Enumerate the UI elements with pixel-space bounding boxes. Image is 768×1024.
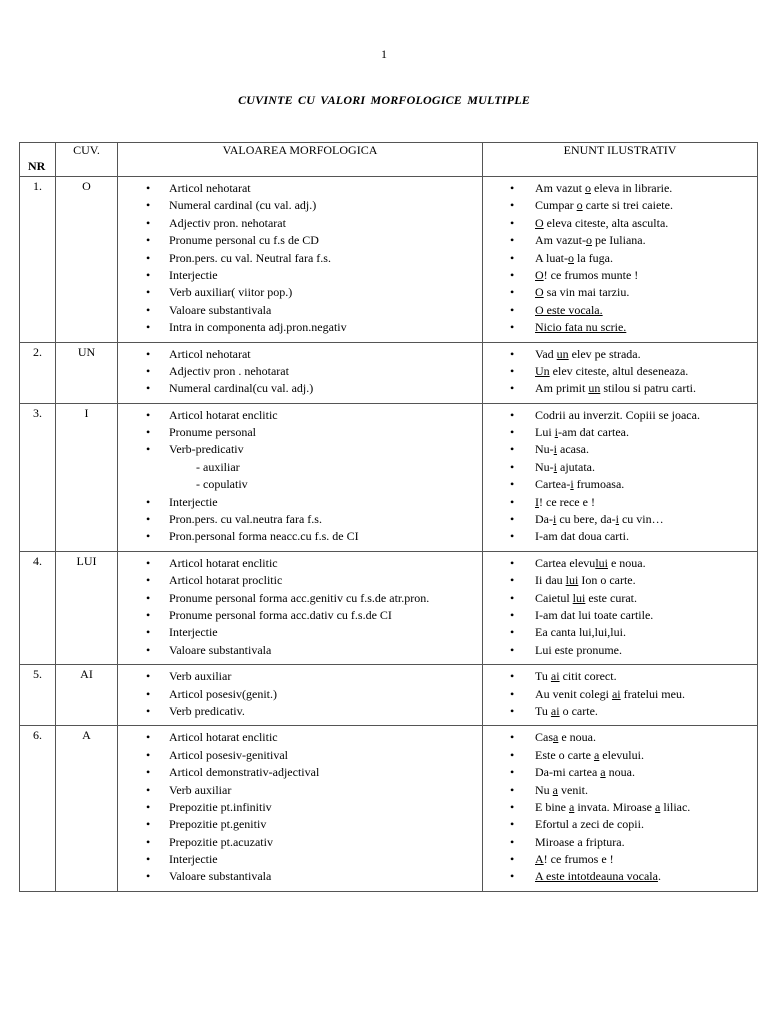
bullet-icon: • bbox=[510, 817, 515, 832]
row-number: 2. bbox=[20, 342, 56, 403]
morphological-value-item: • Valoare substantivala bbox=[118, 868, 482, 885]
highlighted-word: ai bbox=[550, 703, 560, 718]
example-sentence: • I-am dat doua carti. bbox=[483, 528, 757, 545]
bullet-icon: • bbox=[510, 233, 515, 248]
highlighted-word: lui bbox=[565, 573, 579, 588]
bullet-icon: • bbox=[146, 686, 151, 701]
morphological-value-item: • Articol posesiv-genitival bbox=[118, 747, 482, 764]
bullet-icon: • bbox=[510, 625, 515, 640]
example-sentence: • Au venit colegi ai fratelui meu. bbox=[483, 686, 757, 703]
highlighted-word: O bbox=[535, 267, 544, 282]
bullet-icon: • bbox=[510, 407, 515, 422]
morphological-values-cell bbox=[118, 403, 483, 551]
header-word: CUV. bbox=[56, 143, 118, 177]
bullet-icon: • bbox=[146, 852, 151, 867]
bullet-icon: • bbox=[510, 320, 515, 335]
bullet-icon: • bbox=[146, 320, 151, 335]
bullet-icon: • bbox=[510, 250, 515, 265]
highlighted-word: ai bbox=[611, 686, 621, 701]
highlighted-word: a bbox=[593, 747, 600, 762]
morphological-value-item: • Pron.pers. cu val. Neutral fara f.s. bbox=[118, 250, 482, 267]
bullet-icon: • bbox=[510, 529, 515, 544]
row-word: LUI bbox=[56, 551, 118, 664]
morphological-value-item: • Articol posesiv(genit.) bbox=[118, 686, 482, 703]
header-examples: ENUNT ILUSTRATIV bbox=[483, 143, 758, 177]
bullet-icon: • bbox=[146, 198, 151, 213]
morphological-value-item: • Interjectie bbox=[118, 267, 482, 284]
bullet-icon: • bbox=[510, 573, 515, 588]
morphological-value-item: • Prepozitie pt.infinitiv bbox=[118, 799, 482, 816]
morphological-value-item: • Pron.pers. cu val.neutra fara f.s. bbox=[118, 511, 482, 528]
highlighted-word: o bbox=[585, 181, 591, 195]
bullet-icon: • bbox=[146, 747, 151, 762]
bullet-icon: • bbox=[510, 730, 515, 745]
example-sentence: • Casa e noua. bbox=[483, 729, 757, 746]
example-sentence: • Nu-i ajutata. bbox=[483, 459, 757, 476]
example-sentence: • Vad un elev pe strada. bbox=[483, 346, 757, 363]
bullet-icon: • bbox=[510, 442, 515, 457]
morphological-value-item: • Articol demonstrativ-adjectival bbox=[118, 764, 482, 781]
example-sentence: • Ii dau lui Ion o carte. bbox=[483, 572, 757, 589]
example-sentence: • Tu ai o carte. bbox=[483, 703, 757, 720]
highlighted-word: o bbox=[585, 233, 592, 248]
morphological-value-item: • Prepozitie pt.genitiv bbox=[118, 816, 482, 833]
example-sentence: • Am vazut-o pe Iuliana. bbox=[483, 232, 757, 249]
morphological-value-item: • Verb auxiliar bbox=[118, 782, 482, 799]
bullet-icon: • bbox=[510, 555, 515, 570]
bullet-icon: • bbox=[146, 607, 151, 622]
bullet-icon: • bbox=[146, 407, 151, 422]
example-sentence: • O eleva citeste, alta asculta. bbox=[483, 215, 757, 232]
example-sentence: • Am vazut o eleva in librarie. bbox=[483, 180, 757, 197]
bullet-icon: • bbox=[146, 590, 151, 605]
table-row bbox=[20, 726, 758, 892]
highlighted-word: O bbox=[535, 285, 544, 300]
table-row bbox=[20, 551, 758, 664]
highlighted-word: i bbox=[554, 425, 559, 440]
examples-cell bbox=[483, 177, 758, 343]
examples-cell bbox=[483, 665, 758, 726]
document-title: CUVINTE CU VALORI MORFOLOGICE MULTIPLE bbox=[238, 93, 530, 107]
table-body bbox=[20, 177, 758, 892]
page-number: 1 bbox=[381, 47, 387, 61]
bullet-icon: • bbox=[510, 686, 515, 701]
row-word: A bbox=[56, 726, 118, 892]
bullet-icon: • bbox=[510, 477, 515, 492]
morphological-values-cell bbox=[118, 551, 483, 664]
bullet-icon: • bbox=[146, 267, 151, 282]
morphological-value-item: • Valoare substantivala bbox=[118, 642, 482, 659]
example-sentence: • Ea canta lui,lui,lui. bbox=[483, 624, 757, 641]
highlighted-word: i bbox=[553, 459, 558, 474]
example-sentence bbox=[483, 302, 757, 319]
example-sentence: • Caietul lui este curat. bbox=[483, 590, 757, 607]
bullet-icon: • bbox=[510, 669, 515, 684]
example-sentence: • A! ce frumos e ! bbox=[483, 851, 757, 868]
bullet-icon: • bbox=[146, 817, 151, 832]
highlighted-word: a bbox=[569, 799, 575, 814]
table-row bbox=[20, 342, 758, 403]
highlighted-word: lui bbox=[572, 590, 586, 605]
bullet-icon: • bbox=[510, 363, 515, 378]
bullet-icon: • bbox=[146, 782, 151, 797]
example-sentence: • I! ce rece e ! bbox=[483, 494, 757, 511]
morphological-value-item: • Numeral cardinal (cu val. adj.) bbox=[118, 197, 482, 214]
morphological-value-item: • Pronume personal bbox=[118, 424, 482, 441]
bullet-icon: • bbox=[146, 799, 151, 814]
bullet-icon: • bbox=[510, 302, 515, 317]
example-sentence: • Este o carte a elevului. bbox=[483, 747, 757, 764]
row-number: 5. bbox=[20, 665, 56, 726]
example-sentence: • Cartea-i frumoasa. bbox=[483, 476, 757, 493]
morphological-value-item: • Valoare substantivala bbox=[118, 302, 482, 319]
bullet-icon: • bbox=[146, 425, 151, 440]
morphological-value-item: • Interjectie bbox=[118, 851, 482, 868]
highlighted-word: Un bbox=[535, 363, 550, 378]
morphological-value-item: • Numeral cardinal(cu val. adj.) bbox=[118, 380, 482, 397]
bullet-icon: • bbox=[146, 302, 151, 317]
bullet-icon: • bbox=[510, 346, 515, 361]
bullet-icon: • bbox=[510, 267, 515, 282]
row-number: 4. bbox=[20, 551, 56, 664]
bullet-icon: • bbox=[146, 669, 151, 684]
morphological-value-item: • Articol hotarat enclitic bbox=[118, 729, 482, 746]
highlighted-word: a bbox=[553, 730, 559, 745]
table-row bbox=[20, 665, 758, 726]
highlighted-word: O bbox=[535, 215, 544, 230]
highlighted-word: o bbox=[568, 250, 574, 265]
example-sentence: • Lui este pronume. bbox=[483, 642, 757, 659]
morphological-values-cell bbox=[118, 177, 483, 343]
example-sentence: • O! ce frumos munte ! bbox=[483, 267, 757, 284]
row-word: AI bbox=[56, 665, 118, 726]
example-sentence: • Codrii au inverzit. Copiii se joaca. bbox=[483, 407, 757, 424]
morphological-value-item: • Intra in componenta adj.pron.negativ bbox=[118, 319, 482, 336]
table-header-row bbox=[20, 143, 758, 177]
example-sentence: • Am primit un stilou si patru carti. bbox=[483, 380, 757, 397]
highlighted-word: a bbox=[600, 765, 606, 780]
bullet-icon: • bbox=[510, 642, 515, 657]
example-sentence: • Efortul a zeci de copii. bbox=[483, 816, 757, 833]
table-row bbox=[20, 403, 758, 551]
highlighted-word: i bbox=[615, 512, 619, 527]
bullet-icon: • bbox=[510, 747, 515, 762]
row-number: 3. bbox=[20, 403, 56, 551]
highlighted-word: o bbox=[576, 198, 583, 213]
morphological-value-item: • Verb auxiliar bbox=[118, 668, 482, 685]
morphological-values-cell bbox=[118, 342, 483, 403]
bullet-icon: • bbox=[146, 181, 151, 195]
bullet-icon: • bbox=[510, 607, 515, 622]
bullet-icon: • bbox=[510, 834, 515, 849]
example-sentence: • Tu ai citit corect. bbox=[483, 668, 757, 685]
example-sentence: • Nu-i acasa. bbox=[483, 441, 757, 458]
morphological-value-item: • Adjectiv pron . nehotarat bbox=[118, 363, 482, 380]
bullet-icon: • bbox=[146, 346, 151, 361]
bullet-icon: • bbox=[510, 425, 515, 440]
morphological-value-item: • Pron.personal forma neacc.cu f.s. de CI bbox=[118, 528, 482, 545]
morphological-value-item: • Pronume personal forma acc.dativ cu f.s.de CI bbox=[118, 607, 482, 624]
bullet-icon: • bbox=[510, 459, 515, 474]
bullet-icon: • bbox=[510, 381, 515, 396]
highlighted-word: O este vocala. bbox=[535, 302, 603, 317]
bullet-icon: • bbox=[146, 869, 151, 884]
highlighted-word: lui bbox=[595, 555, 608, 570]
example-sentence: • Da-i cu bere, da-i cu vin… bbox=[483, 511, 757, 528]
highlighted-word: un bbox=[556, 346, 569, 361]
examples-cell bbox=[483, 403, 758, 551]
morphological-value-item: • Verb-predicativ bbox=[118, 441, 482, 458]
example-sentence: • A este intotdeauna vocala. bbox=[483, 868, 757, 885]
bullet-icon: • bbox=[510, 285, 515, 300]
bullet-icon: • bbox=[146, 215, 151, 230]
bullet-icon: • bbox=[510, 869, 515, 884]
bullet-icon: • bbox=[146, 555, 151, 570]
example-sentence: • I-am dat lui toate cartile. bbox=[483, 607, 757, 624]
morphological-value-item: • Interjectie bbox=[118, 494, 482, 511]
highlighted-word: i bbox=[570, 477, 574, 492]
example-sentence: • Lui i-am dat cartea. bbox=[483, 424, 757, 441]
example-sentence: • Cartea elevului e noua. bbox=[483, 555, 757, 572]
row-number: 6. bbox=[20, 726, 56, 892]
row-word: UN bbox=[56, 342, 118, 403]
bullet-icon: • bbox=[510, 512, 515, 527]
example-sentence: • O sa vin mai tarziu. bbox=[483, 284, 757, 301]
bullet-icon: • bbox=[510, 198, 515, 213]
morphological-value-item: • Pronume personal forma acc.genitiv cu f.s.de atr.pron. bbox=[118, 590, 482, 607]
highlighted-word: ai bbox=[550, 669, 560, 684]
morphological-value-item: • Articol nehotarat bbox=[118, 180, 482, 197]
table-row bbox=[20, 177, 758, 343]
example-sentence: • Miroase a friptura. bbox=[483, 834, 757, 851]
morphological-value-item: • Verb predicativ. bbox=[118, 703, 482, 720]
bullet-icon: • bbox=[510, 765, 515, 780]
example-sentence: • E bine a invata. Miroase a liliac. bbox=[483, 799, 757, 816]
highlighted-word: I bbox=[535, 494, 539, 509]
bullet-icon: • bbox=[146, 529, 151, 544]
header-nr: NR bbox=[20, 143, 56, 177]
morphological-values-cell bbox=[118, 665, 483, 726]
morphological-value-item: • Prepozitie pt.acuzativ bbox=[118, 834, 482, 851]
morphological-value-item: • Articol hotarat enclitic bbox=[118, 555, 482, 572]
bullet-icon: • bbox=[510, 782, 515, 797]
example-sentence: • Un elev citeste, altul deseneaza. bbox=[483, 363, 757, 380]
bullet-icon: • bbox=[146, 512, 151, 527]
bullet-icon: • bbox=[146, 730, 151, 745]
highlighted-word: a bbox=[654, 799, 661, 814]
bullet-icon: • bbox=[146, 442, 151, 457]
morphological-values-cell bbox=[118, 726, 483, 892]
bullet-icon: • bbox=[146, 573, 151, 588]
bullet-icon: • bbox=[146, 642, 151, 657]
bullet-icon: • bbox=[146, 834, 151, 849]
morphology-table bbox=[19, 142, 758, 892]
highlighted-word: A este intotdeauna vocala bbox=[535, 869, 658, 884]
morphological-value-item: - auxiliar bbox=[196, 459, 240, 474]
morphological-value-item: • Interjectie bbox=[118, 624, 482, 641]
morphological-value-item: • Articol hotarat enclitic bbox=[118, 407, 482, 424]
example-sentence: • Cumpar o carte si trei caiete. bbox=[483, 197, 757, 214]
morphological-value-item: • Adjectiv pron. nehotarat bbox=[118, 215, 482, 232]
bullet-icon: • bbox=[146, 625, 151, 640]
bullet-icon: • bbox=[510, 703, 515, 718]
highlighted-word: Nicio fata nu scrie. bbox=[535, 320, 627, 335]
highlighted-word: a bbox=[552, 782, 558, 797]
examples-cell bbox=[483, 342, 758, 403]
bullet-icon: • bbox=[146, 703, 151, 718]
bullet-icon: • bbox=[510, 852, 515, 867]
examples-cell bbox=[483, 726, 758, 892]
example-sentence: • A luat-o la fuga. bbox=[483, 250, 757, 267]
highlighted-word: i bbox=[553, 442, 558, 457]
morphological-value-item: • Articol nehotarat bbox=[118, 346, 482, 363]
row-number: 1. bbox=[20, 177, 56, 343]
bullet-icon: • bbox=[510, 215, 515, 230]
bullet-icon: • bbox=[146, 765, 151, 780]
highlighted-word: A bbox=[535, 852, 544, 867]
bullet-icon: • bbox=[146, 250, 151, 265]
examples-cell bbox=[483, 551, 758, 664]
bullet-icon: • bbox=[510, 494, 515, 509]
bullet-icon: • bbox=[146, 363, 151, 378]
morphological-value-item: • Articol hotarat proclitic bbox=[118, 572, 482, 589]
bullet-icon: • bbox=[510, 590, 515, 605]
highlighted-word: i bbox=[553, 512, 557, 527]
bullet-icon: • bbox=[146, 494, 151, 509]
example-sentence: • Da-mi cartea a noua. bbox=[483, 764, 757, 781]
bullet-icon: • bbox=[510, 799, 515, 814]
morphological-value-item: • Pronume personal cu f.s de CD bbox=[118, 232, 482, 249]
bullet-icon: • bbox=[146, 233, 151, 248]
bullet-icon: • bbox=[146, 285, 151, 300]
header-values: VALOAREA MORFOLOGICA bbox=[118, 143, 483, 177]
bullet-icon: • bbox=[510, 181, 515, 195]
row-word: I bbox=[56, 403, 118, 551]
row-word: O bbox=[56, 177, 118, 343]
morphological-value-item: • Verb auxiliar( viitor pop.) bbox=[118, 284, 482, 301]
highlighted-word: un bbox=[588, 381, 601, 396]
example-sentence bbox=[483, 319, 757, 336]
bullet-icon: • bbox=[146, 381, 151, 396]
morphological-value-item: - copulativ bbox=[196, 477, 248, 492]
example-sentence: • Nu a venit. bbox=[483, 782, 757, 799]
